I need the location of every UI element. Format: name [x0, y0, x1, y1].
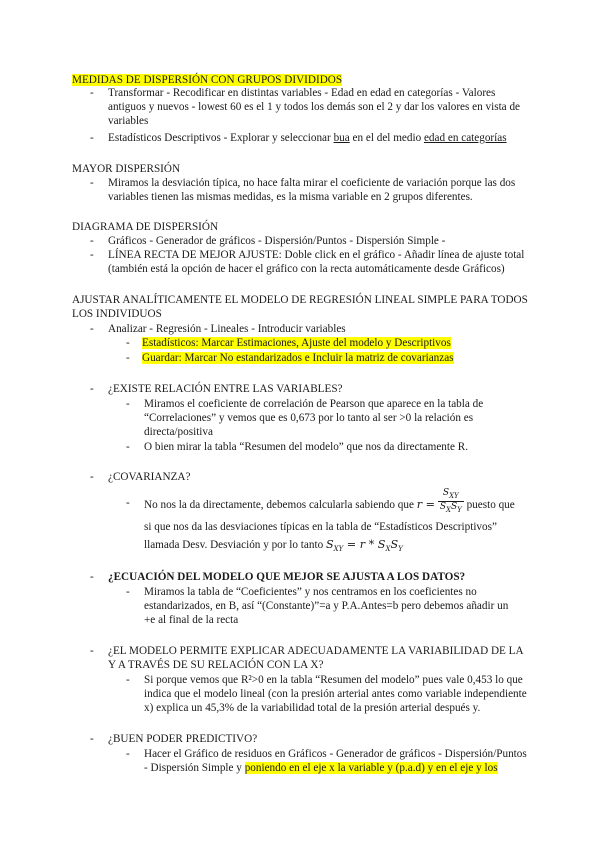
text-line: Analizar - Regresión - Lineales - Introducir variables [108, 323, 346, 335]
section-title-mayor-dispersion: MAYOR DISPERSIÓN [72, 163, 181, 175]
text-line: O bien mirar la tabla “Resumen del modelo” que nos da directamente R. [144, 441, 469, 453]
bullet-dash: - [90, 645, 94, 657]
bullet-dash: - [90, 177, 94, 189]
text-line: Miramos la desviación típica, no hace falta mirar el coeficiente de variación porque las dos [108, 177, 516, 189]
question-ecuacion: ¿ECUACIÓN DEL MODELO QUE MEJOR SE AJUSTA A LOS DATOS? [108, 571, 466, 583]
bullet-dash: - [126, 398, 130, 410]
bullet-dash: - [90, 471, 94, 483]
text-line: Gráficos - Generador de gráficos - Dispersión/Puntos - Dispersión Simple - [108, 235, 446, 247]
formula-fraction: $\frac{S_{XY}}{S_XS_Y}$ [439, 488, 462, 514]
formula-r: r = [416, 497, 436, 511]
bullet-dash: - [126, 748, 130, 760]
bullet-dash: - [90, 571, 94, 583]
question-covarianza: ¿COVARIANZA? [108, 471, 191, 483]
highlighted-step-estadisticos: Estadísticos: Marcar Estimaciones, Ajuste del modelo y Descriptivos [142, 337, 451, 349]
text-line: si que nos da las desviaciones típicas en la tabla de “Estadísticos Descriptivos” [144, 521, 497, 533]
bullet-dash: - [126, 586, 130, 598]
highlighted-step-guardar: Guardar: Marcar No estandarizados e Incluir la matriz de covarianzas [142, 352, 454, 364]
bullet-dash: - [90, 235, 94, 247]
question-predictivo: ¿BUEN PODER PREDICTIVO? [108, 733, 258, 745]
text-line: estandarizados, en B, así “(Constante)”=a y P.A.Antes=b pero debemos añadir un [144, 600, 509, 612]
question-modelo-cont: Y A TRAVÉS DE SU RELACIÓN CON LA X? [108, 659, 324, 671]
question-modelo: ¿EL MODELO PERMITE EXPLICAR ADECUADAMENTE LA VARIABILIDAD DE LA [108, 645, 524, 657]
text-line: Miramos el coeficiente de correlación de Pearson que aparece en la tabla de [144, 398, 484, 410]
text-line: - Dispersión Simple y poniendo en el eje x la variable y (p.a.d) y en el eje y los [144, 762, 498, 774]
text-line: +e al final de la recta [144, 614, 239, 626]
text-line: variables tienen las mismas medidas, es la misma variable en 2 grupos diferentes. [108, 191, 473, 203]
bullet-dash: - [90, 383, 94, 395]
text-line: Miramos la tabla de “Coeficientes” y nos centramos en los coeficientes no [144, 586, 477, 598]
text-line: Estadísticos Descriptivos - Explorar y seleccionar bua en el del medio edad en categorías [108, 132, 507, 144]
text-line: Transformar - Recodificar en distintas variables - Edad en edad en categorías - Valores [108, 87, 496, 99]
text-line-formula2: llamada Desv. Desviación y por lo tanto $S_{XY} = r * S_XS_Y$ [144, 538, 403, 554]
bullet-dash: - [90, 249, 94, 261]
section-title-diagrama: DIAGRAMA DE DISPERSIÓN [72, 221, 219, 233]
bullet-dash: - [126, 497, 130, 509]
text-line: directa/positiva [144, 426, 213, 438]
question-relacion: ¿EXISTE RELACIÓN ENTRE LAS VARIABLES? [108, 383, 343, 395]
bullet-dash: - [126, 441, 130, 453]
section-title-dispersion-grupos: MEDIDAS DE DISPERSIÓN CON GRUPOS DIVIDIDOS [72, 74, 343, 86]
section-title-ajustar-cont: LOS INDIVIDUOS [72, 308, 162, 320]
text-line: Hacer el Gráfico de residuos en Gráficos - Generador de gráficos - Dispersión/Puntos [144, 748, 527, 760]
bullet-dash: - [90, 733, 94, 745]
formula-covariance: $S_{XY} = r * S_XS_Y$ [325, 538, 403, 554]
bullet-dash: - [126, 337, 130, 349]
text-line: indica que el modelo lineal (con la presión arterial antes como variable independiente [144, 688, 527, 700]
text-line: LÍNEA RECTA DE MEJOR AJUSTE: Doble click en el gráfico - Añadir línea de ajuste total [108, 249, 525, 261]
bullet-dash: - [126, 352, 130, 364]
text-line: variables [108, 115, 149, 127]
bullet-dash: - [90, 132, 94, 144]
text-line-formula: No nos la da directamente, debemos calcularla sabiendo que r = $\frac{S_{XY}}{S_XS_Y}$ puesto que [144, 488, 515, 514]
text-line: “Correlaciones” y vemos que es 0,673 por lo tanto al ser >0 la relación es [144, 412, 474, 424]
section-title-ajustar: AJUSTAR ANALÍTICAMENTE EL MODELO DE REGRESIÓN LINEAL SIMPLE PARA TODOS [72, 294, 528, 306]
text-line: antiguos y nuevos - lowest 60 es el 1 y todos los demás son el 2 y dar los valores en vista de [108, 101, 521, 113]
bullet-dash: - [126, 674, 130, 686]
bullet-dash: - [90, 87, 94, 99]
bullet-dash: - [90, 323, 94, 335]
text-line: (también está la opción de hacer el gráfico con la recta automáticamente desde Gráficos) [108, 263, 505, 275]
text-line: Si porque vemos que R²>0 en la tabla “Resumen del modelo” pues vale 0,453 lo que [144, 674, 523, 686]
text-line: x) explica un 45,3% de la variabilidad total de la presión arterial después y. [144, 702, 481, 714]
